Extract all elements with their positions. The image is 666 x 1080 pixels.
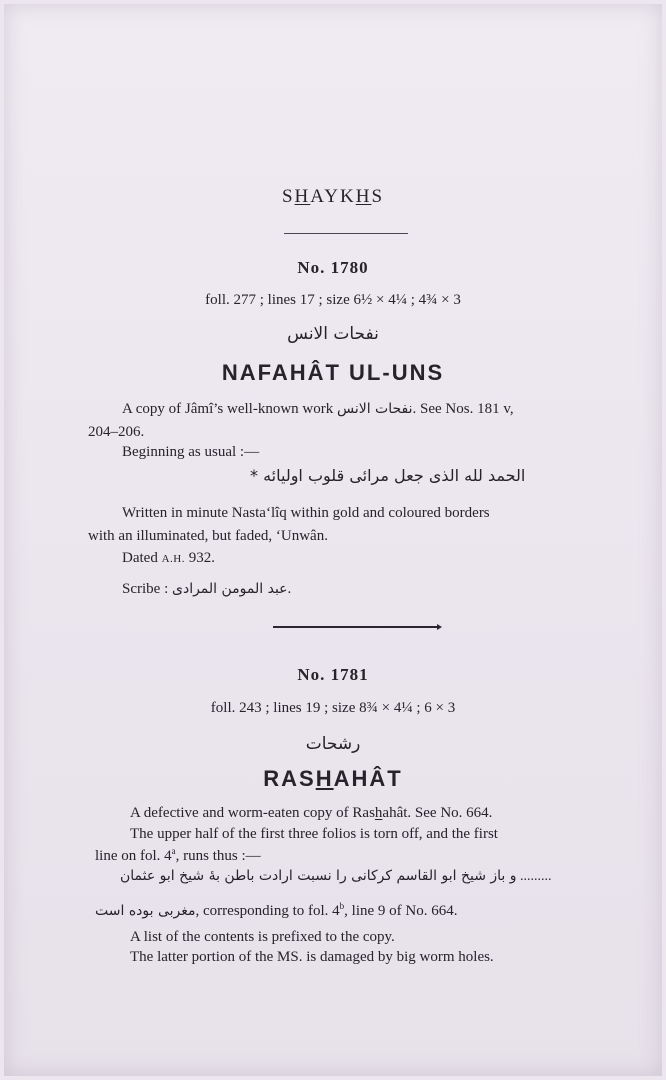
quoted-arabic-line: و باز شيخ ابو القاسم كركانى را نسبت ارادت باطن بهٔ شيخ ابو عثمان .........: [120, 868, 552, 884]
incipit-arabic: الحمد لله الذى جعل مرائى قلوب اوليائه *: [250, 466, 526, 485]
description-line: The latter portion of the MS. is damaged by big worm holes.: [130, 949, 494, 965]
description-line: A copy of Jâmî’s well-known work نفحات الانس. See Nos. 181 v,: [122, 401, 514, 417]
scribe-line: Scribe : عبد المومن المرادى.: [122, 581, 292, 597]
description-line: 204–206.: [88, 424, 145, 440]
header-rule: [284, 233, 408, 234]
description-line: A list of the contents is prefixed to the copy.: [130, 929, 395, 945]
entry-title: RASHAHÂT: [263, 766, 403, 791]
description-line: The upper half of the first three folios is torn off, and the first: [130, 826, 498, 842]
description-line: A defective and worm-eaten copy of Rashahât. See No. 664.: [130, 805, 493, 821]
entry-separator: [273, 626, 439, 628]
description-line: line on fol. 4$^a$, runs thus :—: [95, 846, 261, 864]
page-header: SHAYKHS: [281, 186, 385, 207]
entry-number: No. 1780: [297, 258, 369, 277]
description-line: مغربى بوده است, corresponding to fol. 4$^b$, line 9 of No. 664.: [95, 901, 458, 919]
dated-line: Dated A.H. 932.: [122, 550, 215, 566]
description-line: with an illuminated, but faded, ‘Unwân.: [88, 528, 328, 544]
description-line: Beginning as usual :—: [122, 444, 260, 460]
entry-meta: foll. 243 ; lines 19 ; size 8¾ × 4¼ ; 6 × 3: [210, 700, 456, 716]
entry-meta: foll. 277 ; lines 17 ; size 6½ × 4¼ ; 4¾ × 3: [205, 292, 461, 308]
entry-arabic-title: رشحات: [305, 734, 361, 754]
entry-number: No. 1781: [297, 665, 369, 684]
description-line: Written in minute Nasta‘lîq within gold and coloured borders: [122, 505, 490, 521]
entry-title: NAFAHÂT UL-UNS: [221, 360, 445, 385]
entry-arabic-title: نفحات الانس: [287, 324, 379, 344]
